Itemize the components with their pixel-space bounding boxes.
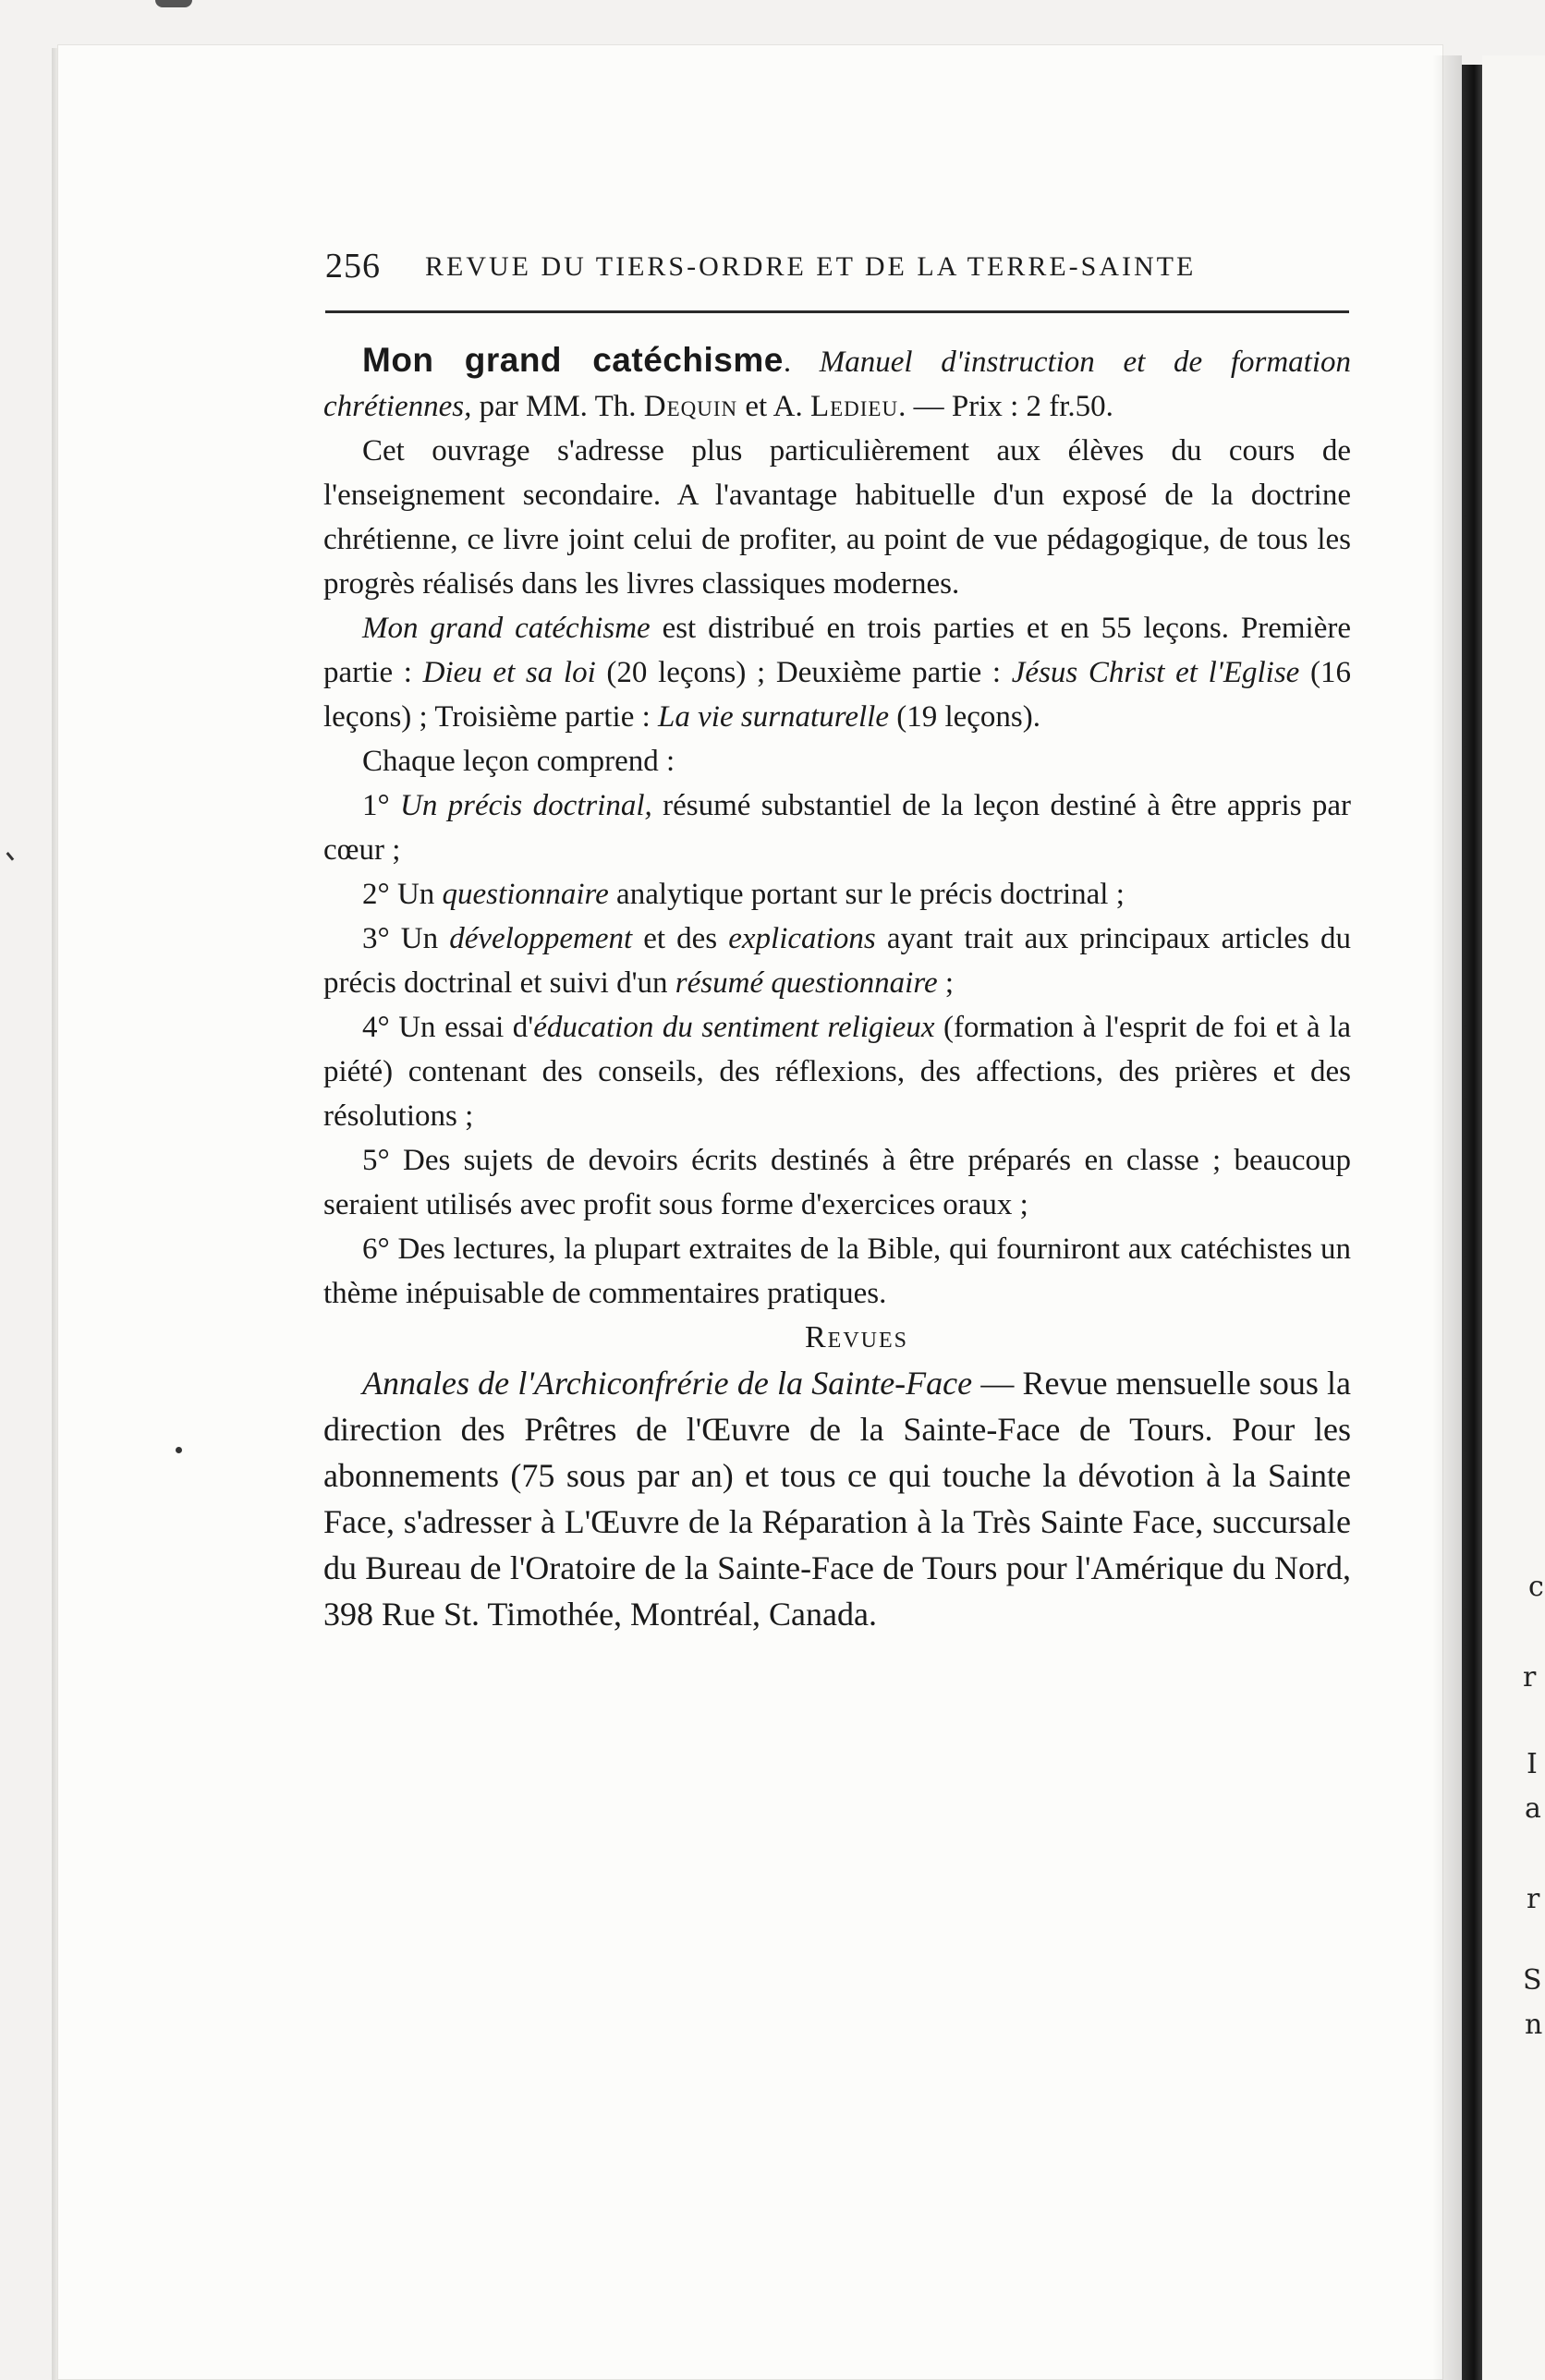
list-item: 5° Des sujets de devoirs écrits destinés à être préparés en classe ; beaucoup seraient utilisés avec profit sous forme d'exercices oraux ; <box>323 1144 1351 1221</box>
facing-page-fragment: I <box>1527 1748 1538 1780</box>
author-name: Dequin <box>643 390 738 423</box>
running-head <box>325 246 1351 296</box>
list-item: 3° Un développement et des explications ayant trait aux principaux articles du précis doctrinal et suivi d'un résumé questionnaire ; <box>323 922 1351 1000</box>
review-paragraph: Cet ouvrage s'adresse plus particulièrement aux élèves du cours de l'enseignement secondaire. A l'avantage habituelle d'un exposé de la doctrine chrétienne, ce livre joint celui de profiter, au point de vue pédagogique, de tous les progrès réalisés dans les livres classiques modernes. <box>323 434 1351 601</box>
facing-page-fragment: c <box>1528 1571 1544 1603</box>
list-item: 2° Un questionnaire analytique portant sur le précis doctrinal ; <box>362 878 1125 911</box>
page-body <box>323 338 1351 1637</box>
list-item: 4° Un essai d'éducation du sentiment religieux (formation à l'esprit de foi et à la piété) contenant des conseils, des réflexions, des affections, des prières et des résolutions ; <box>323 1011 1352 1133</box>
margin-mark <box>6 844 23 860</box>
review-paragraph: Mon grand catéchisme est distribué en trois parties et en 55 leçons. Première partie : Dieu et sa loi (20 leçons) ; Deuxième partie : Jésus Christ et l'Eglise (16 leçons) ; Troisième partie : La vie surnaturelle (19 leçons). <box>323 612 1351 734</box>
book-title: Mon grand catéchisme <box>362 341 784 379</box>
section-heading: Revues <box>804 1320 908 1354</box>
facing-page <box>1482 55 1545 2380</box>
journal-title: Annales de l'Archiconfrérie de la Sainte-Face <box>362 1365 973 1402</box>
margin-mark <box>176 1447 182 1453</box>
book-subtitle: Manuel d'instruction et de formation chrétiennes, <box>323 346 1352 423</box>
author-name: Ledieu <box>809 390 899 423</box>
facing-page-fragment: S <box>1523 1964 1542 1997</box>
facing-page-fragment: r <box>1523 1661 1537 1694</box>
scan-corner-mark <box>155 0 192 7</box>
book-price: . — Prix : 2 fr.50. <box>898 390 1113 423</box>
list-intro: Chaque leçon comprend : <box>362 745 675 778</box>
list-item: 6° Des lectures, la plupart extraites de la Bible, qui fourniront aux catéchistes un thème inépuisable de commentaires pratiques. <box>323 1232 1351 1310</box>
revues-paragraph: Annales de l'Archiconfrérie de la Sainte-Face — Revue mensuelle sous la direction des Prêtres de l'Œuvre de la Sainte-Face de Tours. Pour les abonnements (75 sous par an) et tous ce qui touche la dévotion à la Sainte Face, s'adresser à L'Œuvre de la Réparation à la Très Sainte Face, succursale du Bureau de l'Oratoire de la Sainte-Face de Tours pour l'Amérique du Nord, 398 Rue St. Timothée, Montréal, Canada. <box>323 1365 1351 1633</box>
page-number: 256 <box>325 247 381 285</box>
header-rule <box>325 310 1349 313</box>
gutter-shadow <box>1432 55 1462 2380</box>
review-citation: Mon grand catéchisme. Manuel d'instruction et de formation chrétiennes, par MM. Th. Dequin et A. Ledieu. — Prix : 2 fr.50. <box>323 341 1352 423</box>
running-title: REVUE DU TIERS-ORDRE ET DE LA TERRE-SAINTE <box>425 251 1197 282</box>
facing-page-fragment: a <box>1525 1792 1541 1825</box>
book-spine <box>1462 65 1482 2380</box>
facing-page-fragment: r <box>1527 1883 1540 1915</box>
facing-page-fragment: n <box>1525 2009 1543 2041</box>
list-item: 1° Un précis doctrinal, résumé substantiel de la leçon destiné à être appris par cœur ; <box>323 789 1351 867</box>
